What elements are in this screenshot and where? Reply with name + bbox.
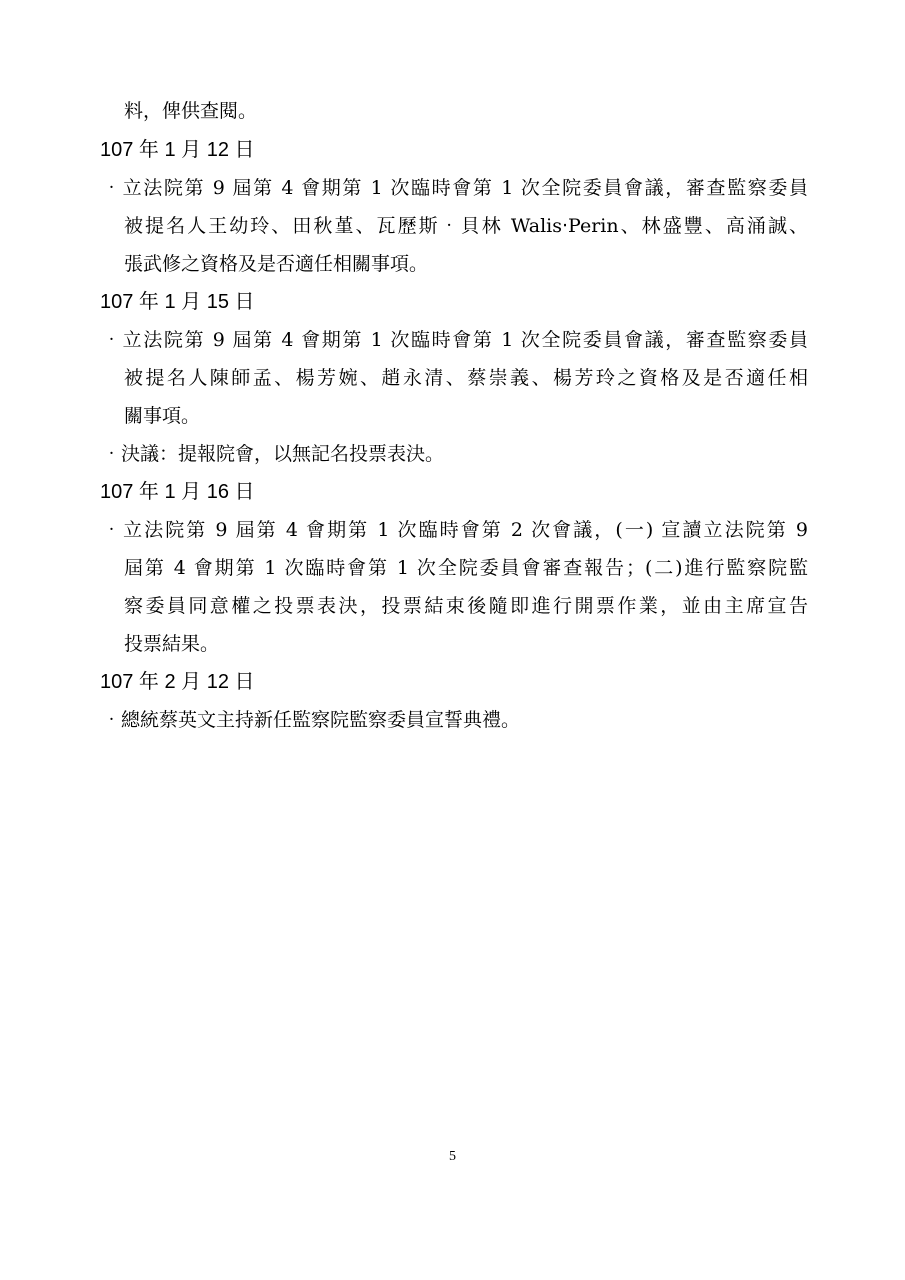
entry-3-line-1: ‧立法院第 9 屆第 4 會期第 1 次臨時會第 2 次會議，(一) 宣讀立法院第 9: [102, 519, 808, 541]
intro-continuation: 料，俾供查閱。: [124, 100, 258, 122]
entry-3-line-4: 投票結果。: [124, 633, 220, 655]
date-heading-1: 107 年 1 月 12 日: [100, 139, 255, 161]
entry-3-line-2: 屆第 4 會期第 1 次臨時會第 1 次全院委員會審查報告；(二)進行監察院監: [124, 557, 808, 579]
entry-4-line-1: ‧總統蔡英文主持新任監察院監察委員宣誓典禮。: [102, 709, 521, 731]
entry-2-line-2: 被提名人陳師孟、楊芳婉、趙永清、蔡崇義、楊芳玲之資格及是否適任相: [124, 367, 808, 389]
date-heading-3: 107 年 1 月 16 日: [100, 481, 255, 503]
entry-2-line-3: 關事項。: [124, 405, 201, 427]
entry-2-resolution: ‧決議：提報院會，以無記名投票表決。: [102, 443, 445, 465]
date-heading-2: 107 年 1 月 15 日: [100, 291, 255, 313]
entry-1-line-2: 被提名人王幼玲、田秋堇、瓦歷斯‧貝林 Walis‧Perin、林盛豐、高涌誠、: [124, 215, 808, 237]
entry-2-line-1: ‧立法院第 9 屆第 4 會期第 1 次臨時會第 1 次全院委員會議，審查監察委員: [102, 329, 808, 351]
date-heading-4: 107 年 2 月 12 日: [100, 671, 255, 693]
page-number: 5: [449, 1149, 456, 1164]
entry-1-line-1: ‧立法院第 9 屆第 4 會期第 1 次臨時會第 1 次全院委員會議，審查監察委員: [102, 177, 808, 199]
entry-1-line-3: 張武修之資格及是否適任相關事項。: [124, 253, 429, 275]
entry-3-line-3: 察委員同意權之投票表決，投票結束後隨即進行開票作業，並由主席宣告: [124, 595, 808, 617]
